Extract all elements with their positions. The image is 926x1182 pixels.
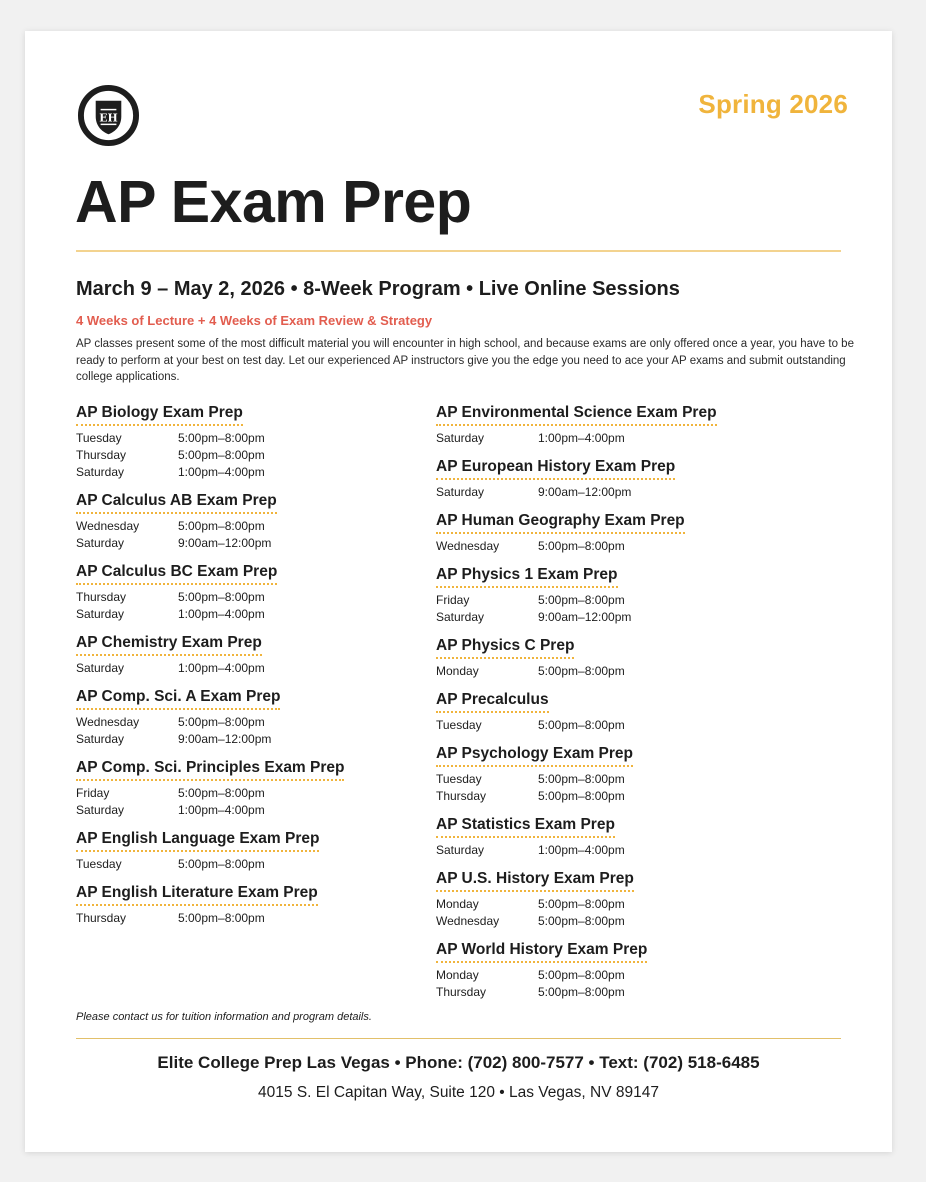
session-time: 5:00pm–8:00pm xyxy=(178,431,265,445)
session-day: Saturday xyxy=(436,485,485,499)
session-list xyxy=(76,714,416,748)
session-day: Saturday xyxy=(76,465,125,479)
course-block xyxy=(436,744,836,805)
session-time: 5:00pm–8:00pm xyxy=(538,718,625,732)
course-column-left xyxy=(76,403,416,937)
session-day: Saturday xyxy=(76,536,125,550)
session-list xyxy=(76,910,416,927)
course-title: AP Environmental Science Exam Prep xyxy=(436,403,717,426)
course-column-right xyxy=(436,403,836,1011)
session-day: Monday xyxy=(436,968,479,982)
session-day: Friday xyxy=(436,593,470,607)
course-title: AP Physics 1 Exam Prep xyxy=(436,565,618,588)
session-time: 5:00pm–8:00pm xyxy=(538,539,625,553)
contact-line: Elite College Prep Las Vegas • Phone: (702) 800-7577 • Text: (702) 518-6485 xyxy=(157,1053,760,1072)
logo-monogram: EH xyxy=(99,111,118,125)
session-time: 5:00pm–8:00pm xyxy=(538,897,625,911)
session-row xyxy=(76,714,416,731)
session-time: 5:00pm–8:00pm xyxy=(538,985,625,999)
session-day: Wednesday xyxy=(76,519,140,533)
session-day: Thursday xyxy=(76,448,127,462)
course-title: AP Precalculus xyxy=(436,690,549,713)
session-time: 5:00pm–8:00pm xyxy=(178,715,265,729)
session-time: 5:00pm–8:00pm xyxy=(178,590,265,604)
session-list xyxy=(76,518,416,552)
course-block xyxy=(76,883,416,927)
session-list xyxy=(436,842,836,859)
session-day: Thursday xyxy=(76,911,127,925)
session-row xyxy=(436,609,836,626)
session-day: Monday xyxy=(436,664,479,678)
course-block xyxy=(76,633,416,677)
session-day: Tuesday xyxy=(76,431,122,445)
session-time: 1:00pm–4:00pm xyxy=(178,661,265,675)
session-time: 5:00pm–8:00pm xyxy=(178,786,265,800)
tuition-note: Please contact us for tuition information and program details. xyxy=(76,1011,372,1023)
course-title: AP U.S. History Exam Prep xyxy=(436,869,634,892)
session-time: 9:00am–12:00pm xyxy=(178,536,272,550)
session-list xyxy=(436,538,836,555)
session-row xyxy=(76,447,416,464)
program-tagline: 4 Weeks of Lecture + 4 Weeks of Exam Review & Strategy xyxy=(76,313,433,328)
session-day: Saturday xyxy=(76,607,125,621)
session-day: Wednesday xyxy=(76,715,140,729)
page-title: AP Exam Prep xyxy=(75,169,472,235)
session-list xyxy=(436,663,836,680)
shield-logo-icon xyxy=(77,84,140,147)
session-day: Thursday xyxy=(436,789,487,803)
course-title: AP World History Exam Prep xyxy=(436,940,647,963)
session-list xyxy=(76,660,416,677)
session-day: Saturday xyxy=(436,610,485,624)
session-row xyxy=(436,967,836,984)
session-day: Saturday xyxy=(76,803,125,817)
session-day: Tuesday xyxy=(436,772,482,786)
session-row xyxy=(436,913,836,930)
flyer-page xyxy=(25,31,892,1152)
session-list xyxy=(76,589,416,623)
course-block xyxy=(436,403,836,447)
session-time: 5:00pm–8:00pm xyxy=(538,664,625,678)
session-day: Wednesday xyxy=(436,914,500,928)
session-time: 5:00pm–8:00pm xyxy=(178,519,265,533)
session-time: 5:00pm–8:00pm xyxy=(538,593,625,607)
session-time: 5:00pm–8:00pm xyxy=(178,448,265,462)
session-time: 5:00pm–8:00pm xyxy=(538,914,625,928)
course-block xyxy=(436,690,836,734)
course-title: AP English Literature Exam Prep xyxy=(76,883,318,906)
session-row xyxy=(76,802,416,819)
session-day: Saturday xyxy=(76,732,125,746)
course-block xyxy=(436,940,836,1001)
session-row xyxy=(436,842,836,859)
session-row xyxy=(76,856,416,873)
session-row xyxy=(436,484,836,501)
session-day: Thursday xyxy=(76,590,127,604)
course-title: AP Statistics Exam Prep xyxy=(436,815,615,838)
session-time: 1:00pm–4:00pm xyxy=(538,431,625,445)
session-time: 1:00pm–4:00pm xyxy=(538,843,625,857)
course-title: AP Psychology Exam Prep xyxy=(436,744,633,767)
course-block xyxy=(76,687,416,748)
session-day: Tuesday xyxy=(76,857,122,871)
course-block xyxy=(436,511,836,555)
session-list xyxy=(76,430,416,481)
course-block xyxy=(436,869,836,930)
session-list xyxy=(436,771,836,805)
session-row xyxy=(76,535,416,552)
session-time: 5:00pm–8:00pm xyxy=(538,772,625,786)
session-time: 5:00pm–8:00pm xyxy=(178,911,265,925)
session-row xyxy=(436,771,836,788)
header-divider xyxy=(76,250,841,252)
session-list xyxy=(436,967,836,1001)
session-time: 9:00am–12:00pm xyxy=(538,610,632,624)
session-row xyxy=(76,589,416,606)
session-day: Friday xyxy=(76,786,110,800)
session-row xyxy=(436,592,836,609)
program-intro: AP classes present some of the most difficult material you will encounter in high school, and because exams are only offered once a year, you have to be ready to perform at your best on test day. Let our experienced AP instructors give you the edge you need to ace your AP exams and submit outstanding college applications. xyxy=(76,338,854,383)
course-title: AP Calculus BC Exam Prep xyxy=(76,562,277,585)
course-block xyxy=(76,403,416,481)
course-block xyxy=(76,829,416,873)
session-time: 5:00pm–8:00pm xyxy=(538,789,625,803)
session-day: Saturday xyxy=(76,661,125,675)
session-row xyxy=(76,430,416,447)
session-row xyxy=(436,538,836,555)
session-row xyxy=(436,717,836,734)
session-row xyxy=(436,896,836,913)
session-row xyxy=(76,606,416,623)
course-title: AP Human Geography Exam Prep xyxy=(436,511,685,534)
session-day: Saturday xyxy=(436,431,485,445)
session-day: Tuesday xyxy=(436,718,482,732)
course-block xyxy=(436,457,836,501)
session-list xyxy=(436,896,836,930)
session-list xyxy=(76,785,416,819)
course-title: AP Physics C Prep xyxy=(436,636,574,659)
session-row xyxy=(76,518,416,535)
session-day: Thursday xyxy=(436,985,487,999)
session-row xyxy=(76,464,416,481)
session-day: Wednesday xyxy=(436,539,500,553)
course-title: AP Calculus AB Exam Prep xyxy=(76,491,277,514)
session-list xyxy=(436,717,836,734)
session-row xyxy=(436,430,836,447)
course-block xyxy=(76,562,416,623)
course-title: AP Comp. Sci. A Exam Prep xyxy=(76,687,280,710)
session-row xyxy=(76,785,416,802)
session-row xyxy=(436,788,836,805)
session-list xyxy=(436,484,836,501)
address-line: 4015 S. El Capitan Way, Suite 120 • Las Vegas, NV 89147 xyxy=(258,1084,659,1101)
session-list xyxy=(76,856,416,873)
session-list xyxy=(436,430,836,447)
course-block xyxy=(436,636,836,680)
course-title: AP Biology Exam Prep xyxy=(76,403,243,426)
session-time: 1:00pm–4:00pm xyxy=(178,607,265,621)
course-block xyxy=(436,815,836,859)
session-row xyxy=(436,663,836,680)
term-label: Spring 2026 xyxy=(698,89,848,119)
session-time: 1:00pm–4:00pm xyxy=(178,465,265,479)
course-block xyxy=(436,565,836,626)
session-list xyxy=(436,592,836,626)
session-day: Saturday xyxy=(436,843,485,857)
footer-divider xyxy=(76,1038,841,1039)
session-time: 5:00pm–8:00pm xyxy=(178,857,265,871)
session-time: 5:00pm–8:00pm xyxy=(538,968,625,982)
course-block xyxy=(76,758,416,819)
session-day: Monday xyxy=(436,897,479,911)
session-time: 1:00pm–4:00pm xyxy=(178,803,265,817)
course-title: AP Chemistry Exam Prep xyxy=(76,633,262,656)
program-summary: March 9 – May 2, 2026 • 8-Week Program • Live Online Sessions xyxy=(76,278,680,300)
session-row xyxy=(436,984,836,1001)
session-row xyxy=(76,660,416,677)
course-title: AP European History Exam Prep xyxy=(436,457,675,480)
session-row xyxy=(76,731,416,748)
session-time: 9:00am–12:00pm xyxy=(178,732,272,746)
course-title: AP English Language Exam Prep xyxy=(76,829,319,852)
session-row xyxy=(76,910,416,927)
session-time: 9:00am–12:00pm xyxy=(538,485,632,499)
course-title: AP Comp. Sci. Principles Exam Prep xyxy=(76,758,344,781)
course-block xyxy=(76,491,416,552)
